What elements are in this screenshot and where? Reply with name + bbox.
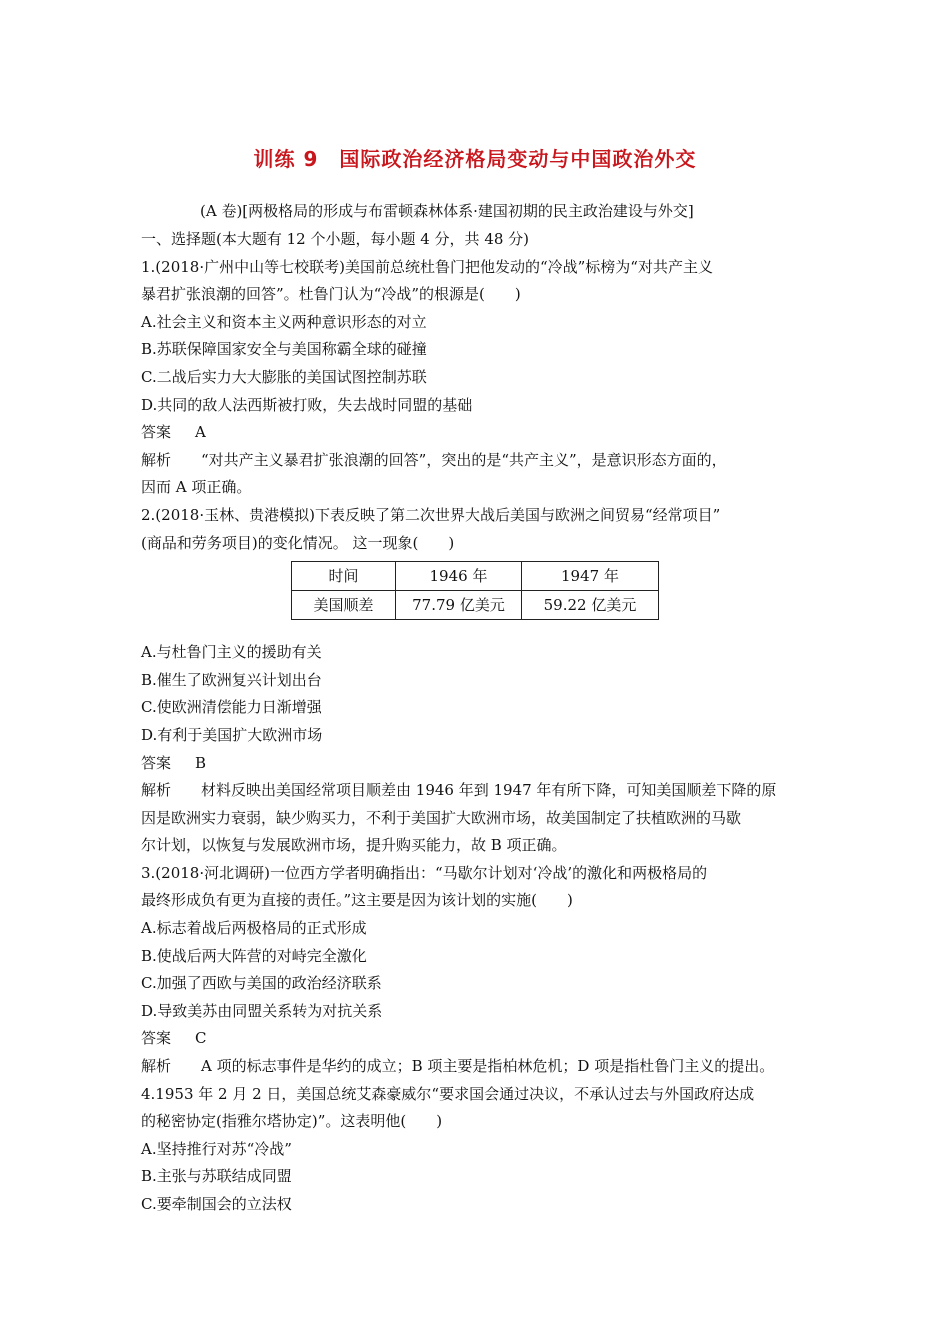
section-heading: 一、选择题(本大题有 12 个小题，每小题 4 分，共 48 分) — [141, 230, 530, 248]
option-b: B.苏联保障国家安全与美国称霸全球的碰撞 — [141, 340, 427, 359]
option-d: D.共同的敌人法西斯被打败，失去战时同盟的基础 — [141, 395, 473, 414]
question-stem-line: 的秘密协定(指雅尔塔协定)”。这表明他( ) — [141, 1112, 443, 1131]
answer-value: B — [195, 753, 207, 772]
paper-subtitle: (A 卷)[两极格局的形成与布雷顿森林体系·建国初期的民主政治建设与外交] — [200, 202, 694, 220]
option-a: A.与杜鲁门主义的援助有关 — [141, 643, 322, 662]
explanation-text: “对共产主义暴君扩张浪潮的回答”，突出的是“共产主义”，是意识形态方面的， — [201, 450, 727, 469]
answer-value: A — [195, 423, 206, 442]
page-title: 训练 9 国际政治经济格局变动与中国政治外交 — [253, 147, 697, 171]
explanation-line — [141, 1053, 813, 1081]
explanation-line — [141, 447, 813, 475]
answer-line — [141, 1025, 813, 1053]
table-cell: 77.79 亿美元 — [396, 591, 522, 620]
answer-line — [141, 750, 813, 778]
question-stem-line: 1.(2018·广州中山等七校联考)美国前总统杜鲁门把他发动的“冷战”标榜为“对共产主义 — [141, 257, 713, 276]
question-stem-line: (商品和劳务项目)的变化情况。 这一现象( ) — [141, 533, 455, 552]
table-header-cell: 1947 年 — [522, 562, 659, 591]
option-a: A.社会主义和资本主义两种意识形态的对立 — [141, 312, 427, 331]
option-b: B.催生了欧洲复兴计划出台 — [141, 670, 322, 689]
document-body — [141, 226, 813, 1219]
explanation-line: 因是欧洲实力衰弱，缺少购买力，不利于美国扩大欧洲市场，故美国制定了扶植欧洲的马歇 — [141, 808, 742, 827]
option-a: A.坚持推行对苏“冷战” — [141, 1139, 292, 1158]
table-header-row — [292, 562, 659, 591]
table-header-cell: 时间 — [292, 562, 396, 591]
answer-value: C — [195, 1029, 207, 1048]
answer-label: 答案 — [141, 1029, 172, 1048]
option-c: C.二战后实力大大膨胀的美国试图控制苏联 — [141, 367, 427, 386]
option-c: C.加强了西欧与美国的政治经济联系 — [141, 974, 382, 993]
explanation-text: 材料反映出美国经常项目顺差由 1946 年到 1947 年有所下降，可知美国顺差下降的原 — [201, 781, 777, 800]
option-c: C.使欧洲清偿能力日渐增强 — [141, 698, 322, 717]
explanation-line — [141, 777, 813, 805]
answer-line — [141, 419, 813, 447]
explanation-label: 解析 — [141, 781, 172, 800]
table-cell: 59.22 亿美元 — [522, 591, 659, 620]
explanation-label: 解析 — [141, 1057, 172, 1076]
option-d: D.导致美苏由同盟关系转为对抗关系 — [141, 1001, 383, 1020]
question-stem-line: 4.1953 年 2 月 2 日，美国总统艾森豪威尔“要求国会通过决议，不承认过去与外国政府达成 — [141, 1084, 755, 1103]
question-stem-line: 3.(2018·河北调研)一位西方学者明确指出：“马歇尔计划对‘冷战’的激化和两极格局的 — [141, 863, 708, 882]
question-stem-line: 暴君扩张浪潮的回答”。杜鲁门认为“冷战”的根源是( ) — [141, 285, 521, 304]
question-stem-line: 最终形成负有更为直接的责任。”这主要是因为该计划的实施( ) — [141, 891, 573, 910]
explanation-line: 因而 A 项正确。 — [141, 478, 252, 497]
option-c: C.要牵制国会的立法权 — [141, 1195, 292, 1213]
table-row — [292, 591, 659, 620]
explanation-label: 解析 — [141, 450, 172, 469]
option-d: D.有利于美国扩大欧洲市场 — [141, 725, 323, 744]
explanation-line: 尔计划，以恢复与发展欧洲市场，提升购买能力，故 B 项正确。 — [141, 836, 567, 855]
trade-table — [291, 561, 659, 620]
answer-label: 答案 — [141, 423, 172, 442]
table-header-cell: 1946 年 — [396, 562, 522, 591]
answer-label: 答案 — [141, 753, 172, 772]
table-cell: 美国顺差 — [292, 591, 396, 620]
option-b: B.主张与苏联结成同盟 — [141, 1167, 292, 1186]
option-b: B.使战后两大阵营的对峙完全激化 — [141, 946, 367, 965]
explanation-text: A 项的标志事件是华约的成立；B 项主要是指柏林危机；D 项是指杜鲁门主义的提出。 — [201, 1057, 775, 1076]
question-stem-line: 2.(2018·玉林、贵港模拟)下表反映了第二次世界大战后美国与欧洲之间贸易“经常项目” — [141, 505, 721, 524]
option-a: A.标志着战后两极格局的正式形成 — [141, 919, 367, 938]
